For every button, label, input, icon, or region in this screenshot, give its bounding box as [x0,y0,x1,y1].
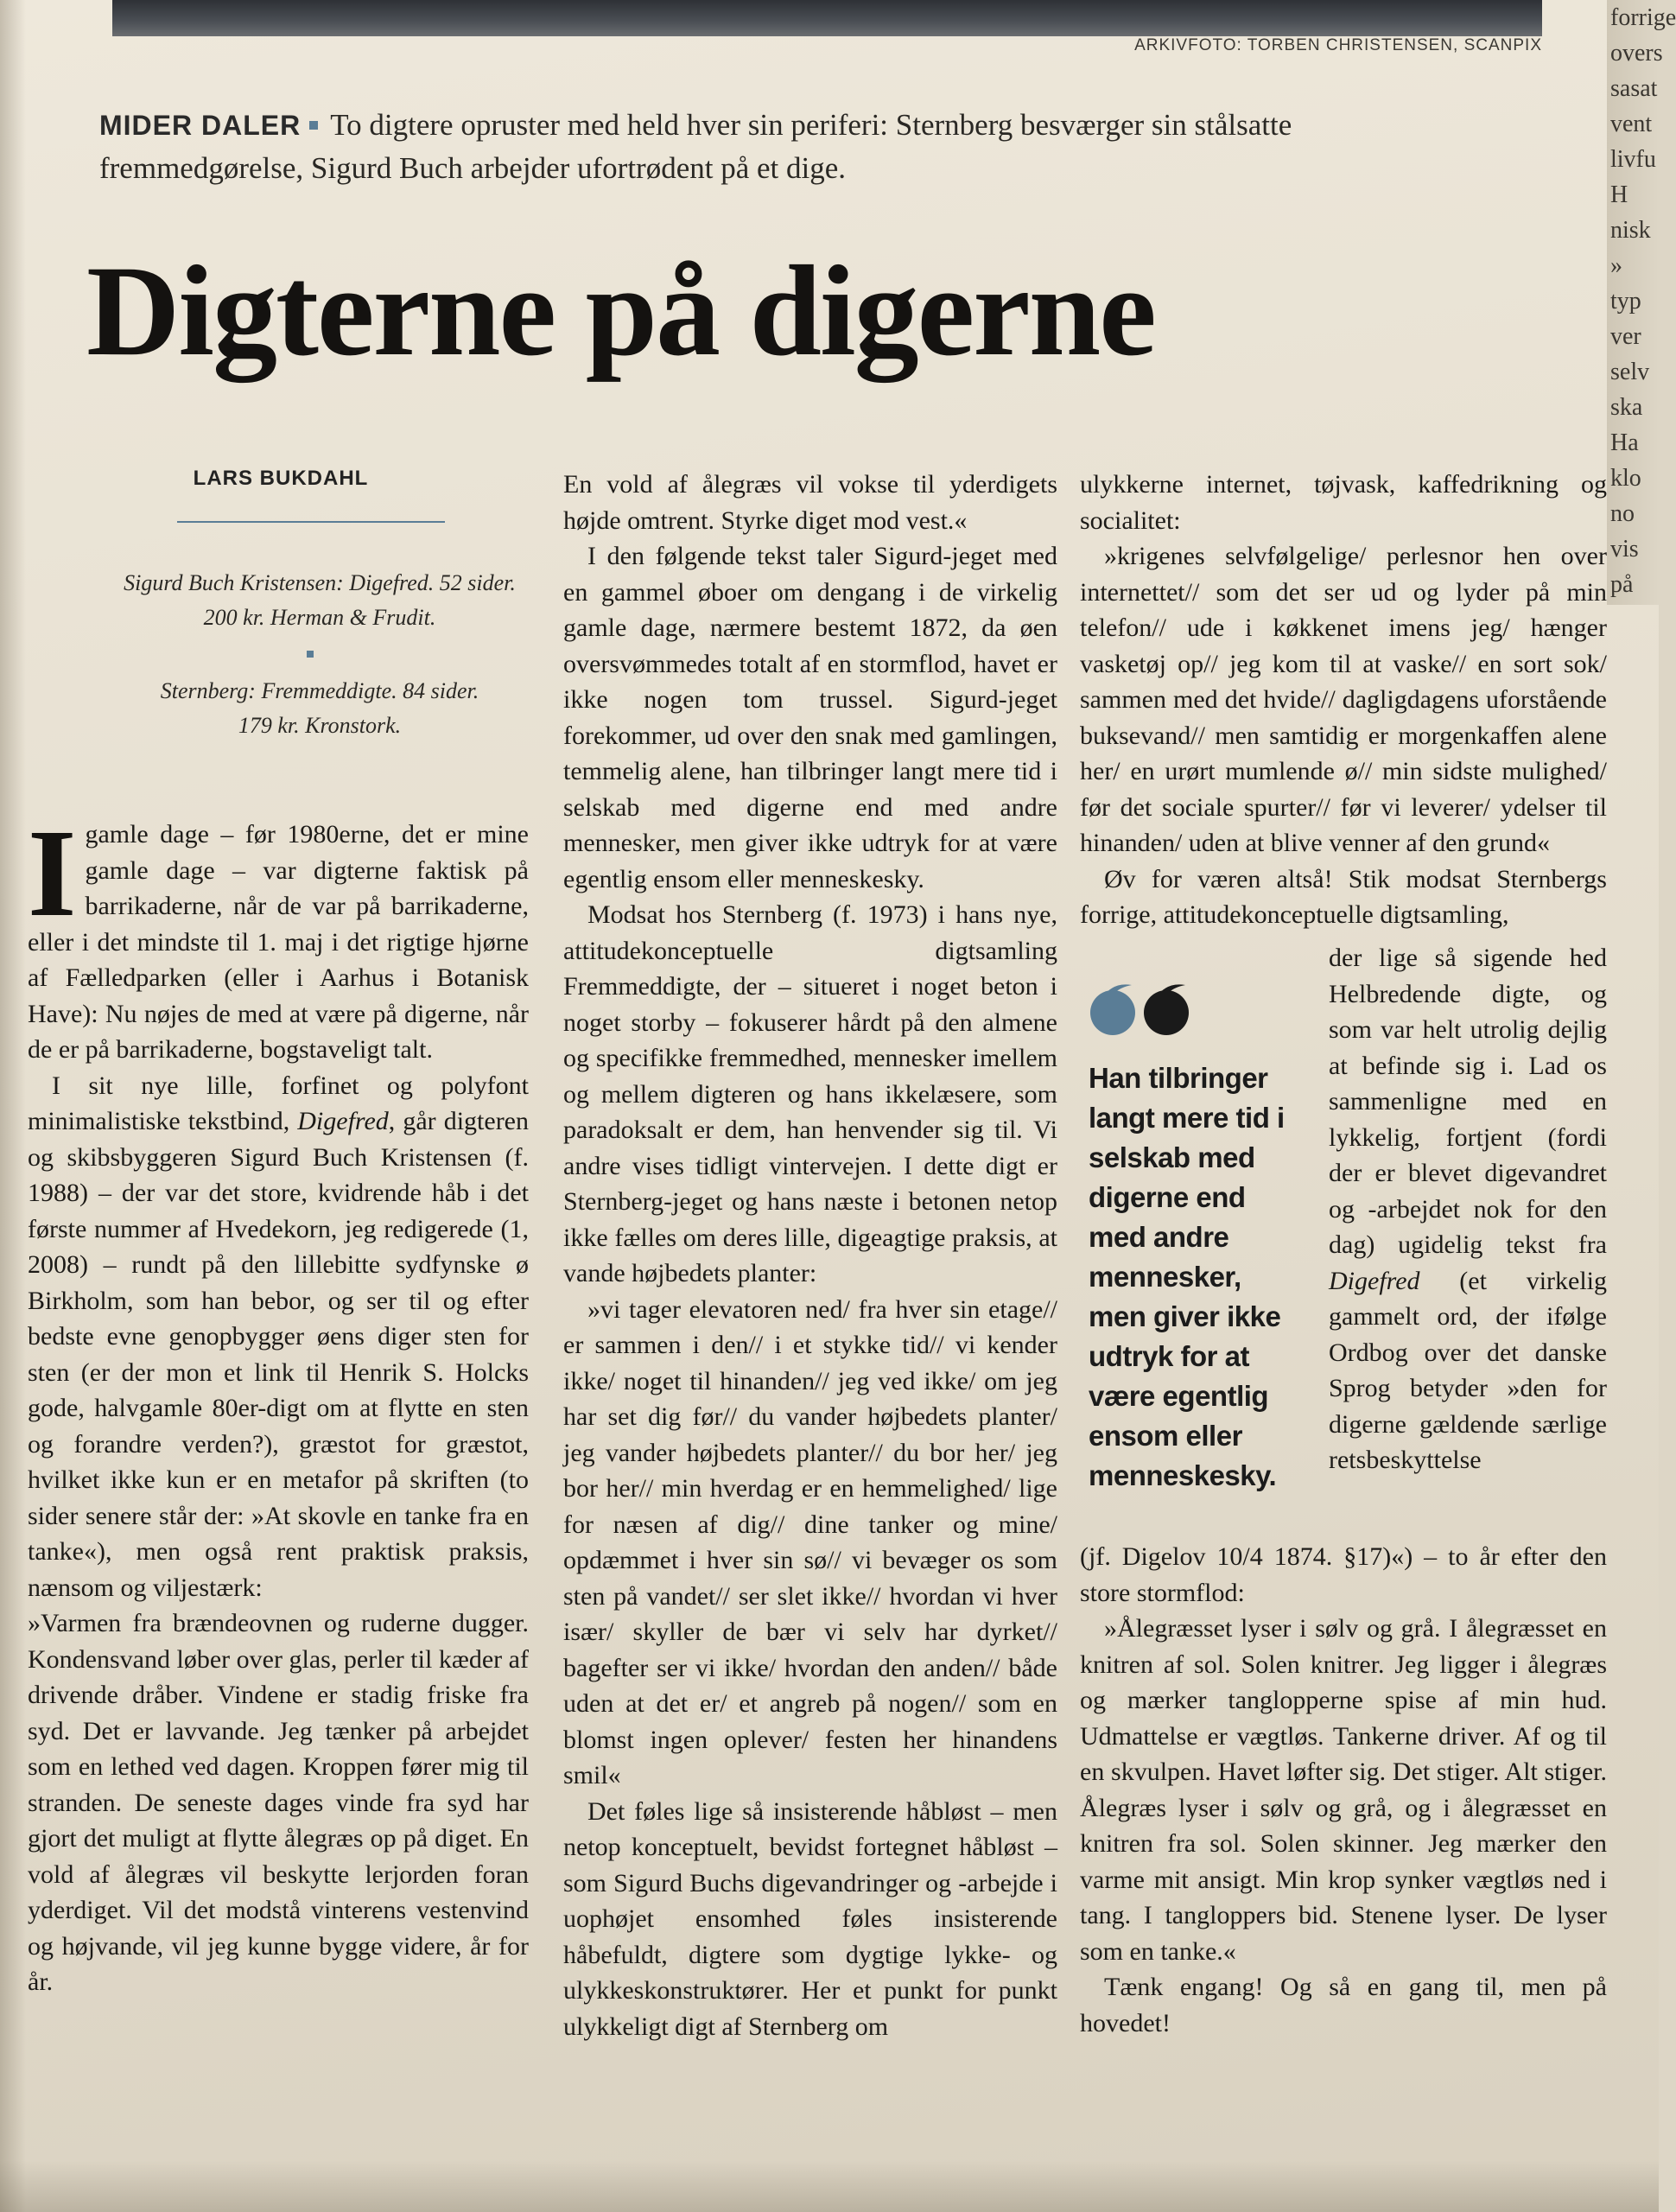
paragraph-text: gamle dage – før 1980erne, det er mine gamle dage – var digterne faktisk på barrikaderne, når de var på barrikaderne, eller i det mindste til 1. maj i det rigtige hjørne af Fælledparken (eller i Aarhus i Botanisk Have): Nu nøjes de med at være på digerne, når de er på barrikaderne, bogstaveligt talt. [28,820,529,1064]
neighbor-fragment: selv [1610,359,1650,385]
neighbor-fragment: vis [1610,536,1639,563]
paragraph: Tænk engang! Og så en gang til, men på hovedet! [1080,1973,1607,2037]
paragraph: Øv for væren altså! Stik modsat Sternbergs forrige, attitudekonceptuelle digtsamling, [1080,864,1607,929]
neighbor-fragment: Ha [1610,429,1639,456]
neighbor-fragment: overs [1610,40,1663,67]
neighbor-fragment: forrige [1610,4,1676,31]
neighbor-fragment: sasat [1610,75,1658,102]
column-3-continued [1080,1539,1607,2041]
headline: Digterne på digerne [86,239,1155,383]
quote-paragraph: »Varmen fra brændeovnen og ruderne dugger. Kondensvand løber over glas, perler til kæder af drivende dråber. Vindene er stadig friske fra syd. Det er lavvande. Jeg tænker på arbejdet som en lethed ved dagen. Kroppen fører mig til stranden. De seneste dages vinde fra syd har gjort det muligt at flytte ålegræs op på diget. En vold af ålegræs vil beskytte lerjorden foran yderdiget. Vil det modstå vinterens vestenvind og højvande, vil jeg kunne bygge videre, år for år. [28,1609,529,1996]
book-info [95,674,544,743]
paragraph: En vold af ålegræs vil vokse til yderdigets højde omtrent. Styrke diget mod vest.« [563,470,1057,535]
paragraph [28,1068,529,1606]
paragraph-text: , går digteren og skibsbyggeren Sigurd Buch Kristensen (f. 1988) – der var det store, kvidrende håb i det første nummer af Hvedekorn, jeg redigerede (1, 2008) – rundt på den lillebitte sydfynske ø Birkholm, som han bebor, og ser til og efter bedste evne genopbygger øens diger sten for sten (er der mon et link til Henrik S. Holcks gode, halvgamle 80er-digt om at flytte en sten og forandre verden?), græstot for græstot, hvilket ikke kun er en metafor på skriften (to sider senere står der: »At skovle en tanke fra en tanke«), men også rent praktisk praksis, nænsom og viljestærk: [28,1107,529,1602]
archive-photo [112,0,1542,36]
book-info-line: 200 kr. Herman & Frudit. [203,605,436,630]
neighbor-fragment: typ [1610,288,1641,315]
paragraph-text: der lige så sigende hed Helbredende digte, og som var helt utrolig dejlig at befinde sig i. Lad os sammenligne med en lykkelig, fortjent (fordi der er blevet digevandret og -arbejdet nok for den dag) ugidelig tekst fra [1329,944,1607,1259]
deck-text: To digtere opruster med held hver sin periferi: Sternberg besværger sin stålsatte fremmedgørelse, Sigurd Buch arbejder ufortrødent på et dige. [99,108,1292,185]
neighbor-fragment: » [1610,252,1622,279]
neighbor-page-strip [1607,0,1676,605]
byline-rule [177,521,445,523]
quote-paragraph: »krigenes selvfølgelige/ perlesnor hen over internettet// som det ser ud og lyder på min telefon// ude i køkkenet imens jeg/ hænger vasketøj op// jeg kom til at vaske// en sort sok/ sammen med det hvide// dagligdagens uforstående buksevand// men samtidig er morgenkaffen alene her/ en urørt mumlende ø// min sidste mulighed/ før det sociale spurter// før vi leverer/ ydelser til hinanden/ uden at blive venner af den grund« [1080,542,1607,857]
paragraph-text: I sit nye lille, forfinet og polyfont minimalistiske tekstbind, [28,1071,529,1135]
byline: LARS BUKDAHL [193,467,369,490]
paragraph-text: (et virkelig gammelt ord, der ifølge Ordbog over det danske Sprog betyder »den for digerne gældende særlige retsbeskyttelse [1329,1266,1607,1474]
book-info-line: Sternberg: Fremmeddigte. 84 sider. [160,678,479,703]
column-3-wrap [1329,940,1607,1478]
photo-credit: ARKIVFOTO: TORBEN CHRISTENSEN, SCANPIX [1134,36,1542,54]
column-3 [1080,467,1607,933]
neighbor-fragment: livfu [1610,146,1656,173]
book-title: Digefred [1329,1266,1420,1295]
neighbor-fragment: klo [1610,465,1641,492]
page-edge-shadow [0,0,26,2212]
page-bottom-shadow [0,2160,1659,2212]
neighbor-fragment: ver [1610,323,1641,350]
book-info-line: 179 kr. Kronstork. [238,713,402,738]
paragraph: (jf. Digelov 10/4 1874. §17)«) – to år efter den store stormflod: [1080,1542,1607,1607]
quote-paragraph: »Ålegræsset lyser i sølv og grå. I ålegræsset en knitren af sol. Solen knitrer. Jeg ligger i ålegræs og mærker tanglopperne spise af min hud. Udmattelse er vægtløs. Tankerne driver. Af og til en skvulpen. Havet løfter sig. Det stiger. Alt stiger. Ålegræs lyser i sølv og grå, og i ålegræsset en knitren fra sol. Solen skinner. Jeg mærker den varme mit ansigt. Min krop synker vægtløs ned i tang. I tangloppers bid. Stenene lyser. De lyser som en tanke.« [1080,1614,1607,1966]
neighbor-fragment: på [1610,571,1634,598]
article-deck [99,104,1395,190]
paragraph: ulykkerne internet, tøjvask, kaffedrikning og socialitet: [1080,470,1607,535]
neighbor-fragment: nisk [1610,217,1651,244]
neighbor-fragment: H [1610,181,1628,208]
column-2 [563,467,1057,2044]
paragraph: Modsat hos Sternberg (f. 1973) i hans nye, attitudekonceptuelle digtsamling Fremmeddigte, der – situeret i noget beton i noget storby – fokuserer hårdt på den almene og specifikke fremmedhed, mennesker imellem og mellem digteren og hans ikkelæsere, som paradoksalt er dem, han henvender sig til. Vi andre vises tidligt vintervejen. I dette digt er Sternberg-jeget og hans næste i betonen netop ikke fælles om deres lille, digeagtige praksis, at vande højbedets planter: [563,900,1057,1287]
book-title: Digefred [297,1107,389,1135]
neighbor-fragment: vent [1610,111,1653,137]
column-1 [28,804,529,2000]
separator-square-icon [307,651,314,658]
neighbor-fragment: no [1610,500,1635,527]
paragraph [28,804,529,1068]
neighbor-fragment: ska [1610,394,1643,421]
kicker: MIDER DALER [99,110,302,141]
separator-square-icon [309,121,318,130]
quotation-marks-icon [1087,978,1199,1039]
pull-quote: Han tilbringer langt mere tid i selskab med digerne end med andre mennesker, men giver ikke udtryk for at være egentlig ensom eller menneskesky. [1089,1062,1285,1491]
book-info-line: Sigurd Buch Kristensen: Digefred. 52 sider. [124,570,516,595]
book-info [95,566,544,635]
paragraph [1329,940,1607,1478]
paragraph: Det føles lige så insisterende håbløst – men netop konceptuelt, bevidst fortegnet håbløst – som Sigurd Buchs digevandringer og -arbejde i uophøjet ensomhed føles insisterende håbefuldt, digtere som dygtige lykke- og ulykkeskonstruktører. Her et punkt for punkt ulykkeligt digt af Sternberg om [563,1796,1057,2041]
paragraph: I den følgende tekst taler Sigurd-jeget med en gammel øboer om dengang i de virkelig gamle dage, nærmere bestemt 1872, da øen oversvømmedes totalt af en stormflod, havet er ikke nogen tom trussel. Sigurd-jeget forekommer, ud over den snak med gamlingen, temmelig alene, han tilbringer langt mere tid i selskab med digerne end med andre mennesker, men giver ikke udtryk for at være egentlig ensom eller menneskesky. [563,542,1057,893]
quote-paragraph: »vi tager elevatoren ned/ fra hver sin etage// er sammen i den// i et stykke tid// vi kender ikke/ noget til hinanden// jeg ved ikke/ om jeg har set dig før// du vander højbedets planter/ jeg vander højbedets planter// du bor her/ jeg bor her// min hverdag er en hemmelighed/ lige for næsen af dig// dine tanker og mine/ opdæmmet i hver sin sø// vi bevæger os som sten på vandet// ser slet ikke// hvordan vi hver især/ skyller de bær vi selv har dyrket// bagefter ser vi ikke/ hvordan den anden// både uden at det er/ et angreb på nogen// som en blomst ingen oplever/ festen her hinandens smil« [563,1294,1057,1789]
drop-cap: I [28,804,77,943]
